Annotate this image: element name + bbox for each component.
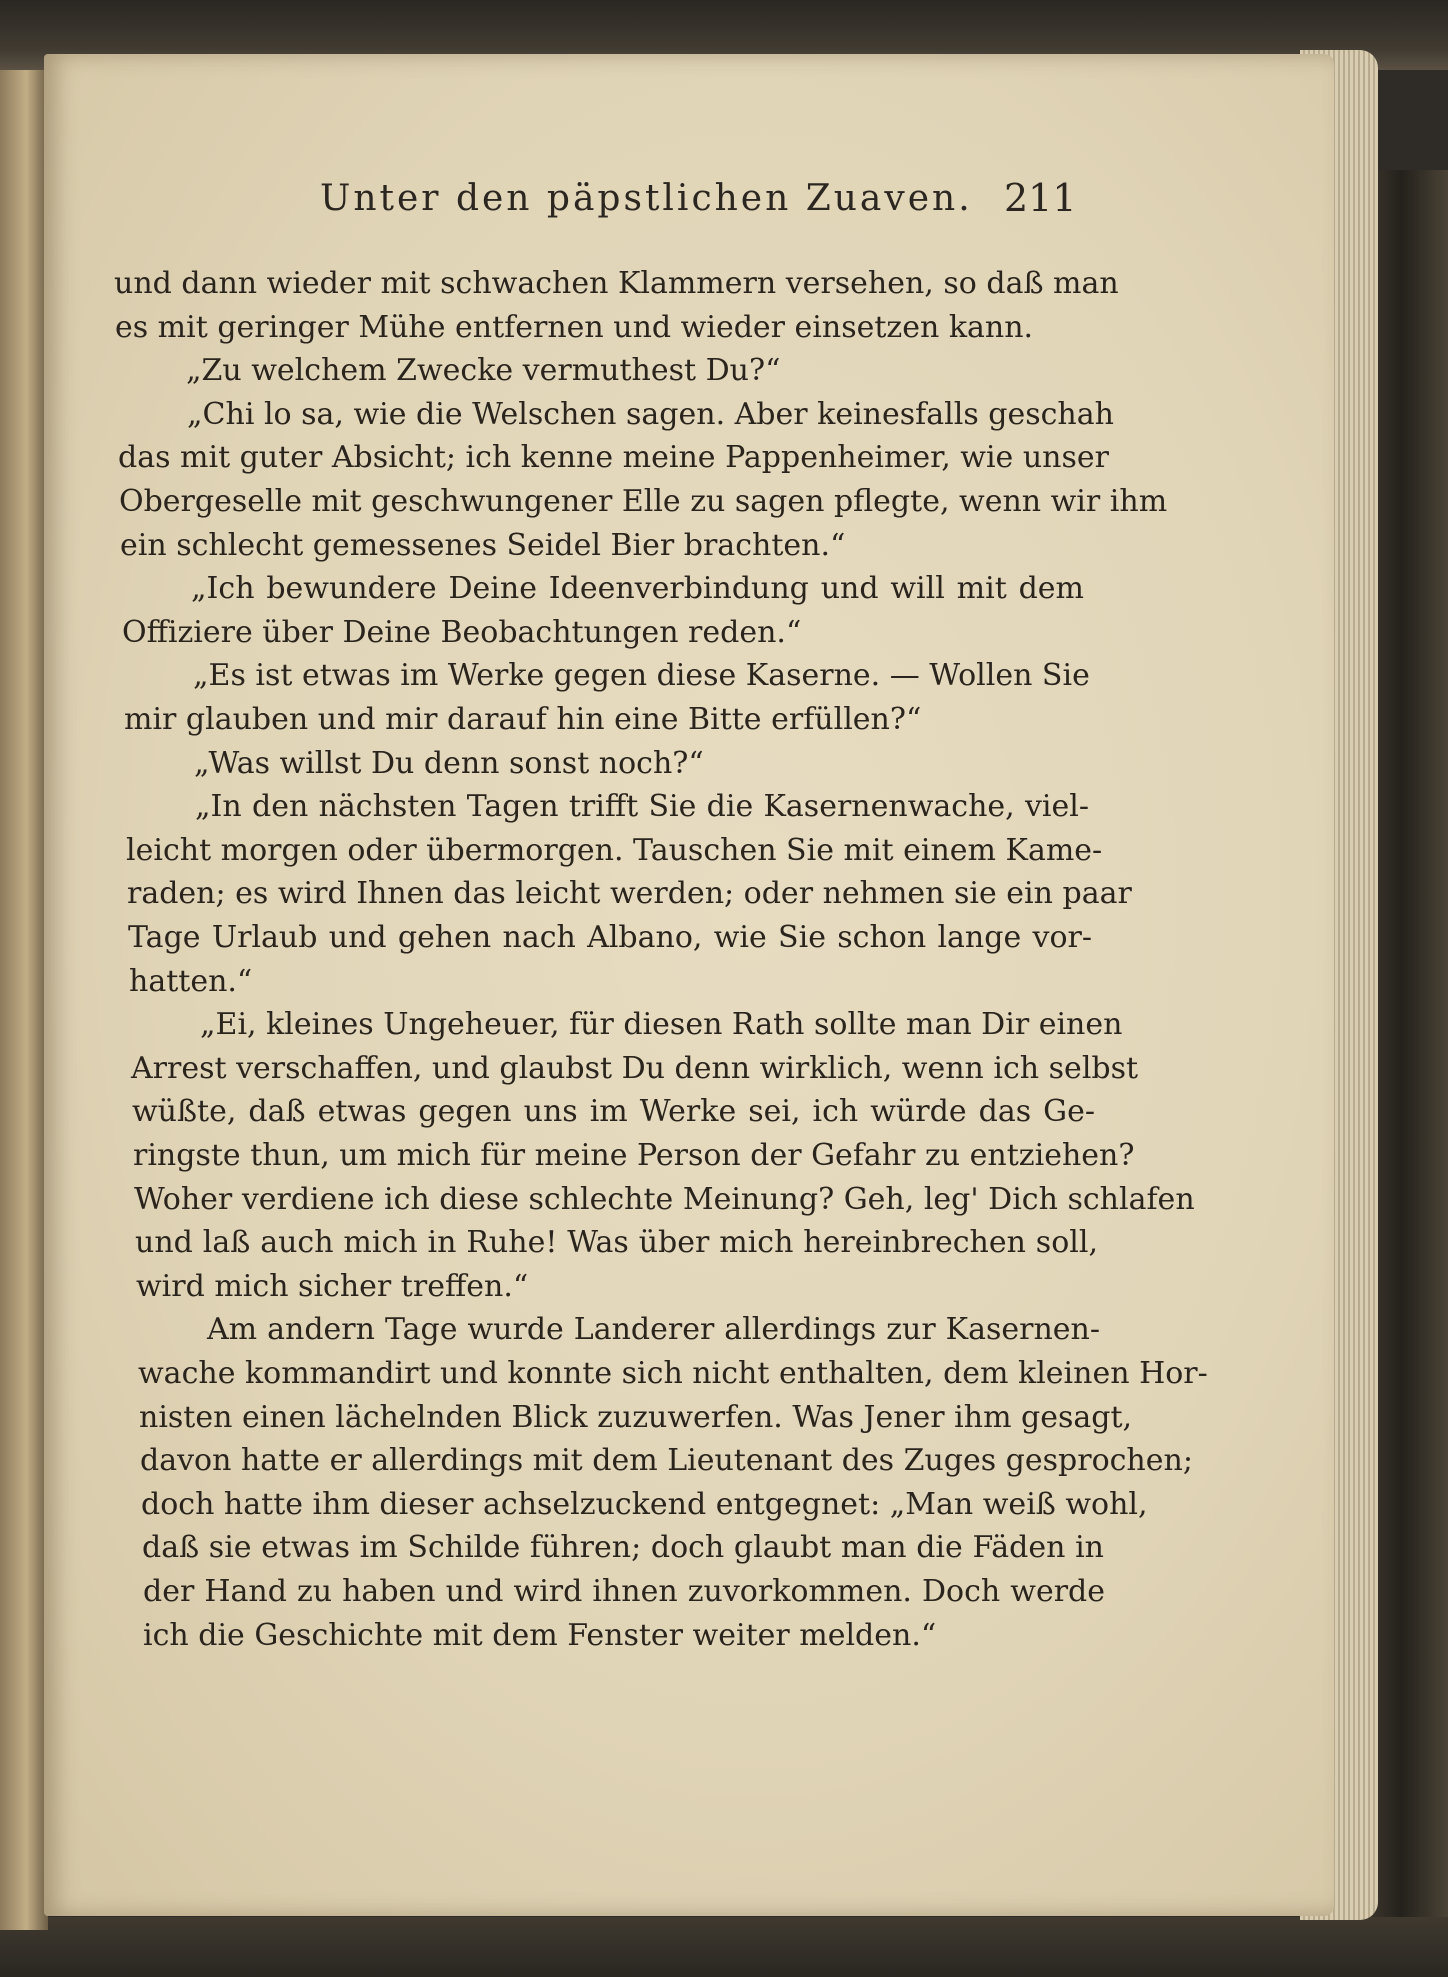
text-line: hatten.“ xyxy=(129,963,253,999)
book-cover-right xyxy=(1370,170,1448,1950)
text-line: davon hatte er allerdings mit dem Lieutenant des Zuges gesprochen; xyxy=(140,1443,1193,1479)
text-line: Offiziere über Deine Beobachtungen reden.“ xyxy=(122,614,802,650)
text-line: nisten einen lächelnden Blick zuzuwerfen. Was Jener ihm gesagt, xyxy=(139,1399,1133,1435)
text-line: leicht morgen oder übermorgen. Tauschen Sie mit einem Kame- xyxy=(126,832,1103,868)
text-line: Tage Urlaub und gehen nach Albano, wie Sie schon lange vor- xyxy=(128,920,1092,955)
text-line: „Ich bewundere Deine Ideenverbindung und will mit dem xyxy=(191,571,1084,607)
text-line: daß sie etwas im Schilde führen; doch glaubt man die Fäden in xyxy=(142,1530,1104,1566)
text-line: wüßte, daß etwas gegen uns im Werke sei, ich würde das Ge- xyxy=(132,1094,1095,1130)
text-line: wird mich sicher treffen.“ xyxy=(136,1268,529,1304)
text-line: raden; es wird Ihnen das leicht werden; oder nehmen sie ein paar xyxy=(127,876,1132,912)
previous-page-edge xyxy=(0,70,48,1930)
text-line: das mit guter Absicht; ich kenne meine Pappenheimer, wie unser xyxy=(118,440,1109,476)
text-line: „Chi lo sa, wie die Welschen sagen. Aber keinesfalls geschah xyxy=(187,396,1114,432)
text-line: Arrest verschaffen, und glaubst Du denn wirklich, wenn ich selbst xyxy=(131,1050,1139,1086)
book-cover-bottom xyxy=(0,1917,1448,1977)
page-number: 211 xyxy=(1004,176,1077,220)
text-line: ich die Geschichte mit dem Fenster weiter melden.“ xyxy=(143,1617,937,1653)
text-line: Am andern Tage wurde Landerer allerdings zur Kasernen- xyxy=(207,1312,1100,1348)
text-line: wache kommandirt und konnte sich nicht enthalten, dem kleinen Hor- xyxy=(138,1356,1208,1391)
text-line: „Was willst Du denn sonst noch?“ xyxy=(194,745,704,781)
text-line: und dann wieder mit schwachen Klammern versehen, so daß man xyxy=(114,266,1119,301)
text-line: Woher verdiene ich diese schlechte Meinung? Geh, leg' Dich schlafen xyxy=(134,1181,1195,1217)
text-line: „Zu welchem Zwecke vermuthest Du?“ xyxy=(186,353,781,389)
text-line: doch hatte ihm dieser achselzuckend entgegnet: „Man weiß wohl, xyxy=(141,1486,1148,1522)
text-line: „Es ist etwas im Werke gegen diese Kaserne. — Wollen Sie xyxy=(193,658,1090,694)
text-line: mir glauben und mir darauf hin eine Bitte erfüllen?“ xyxy=(124,702,922,737)
text-line: ringste thun, um mich für meine Person der Gefahr zu entziehen? xyxy=(133,1138,1135,1173)
text-line: es mit geringer Mühe entfernen und wieder einsetzen kann. xyxy=(115,309,1034,345)
text-line: „In den nächsten Tagen trifft Sie die Kasernenwache, viel- xyxy=(195,789,1089,825)
text-line: und laß auch mich in Ruhe! Was über mich hereinbrechen soll, xyxy=(135,1225,1098,1261)
running-head: Unter den päpstlichen Zuaven. xyxy=(320,178,973,219)
text-line: Obergeselle mit geschwungener Elle zu sagen pflegte, wenn wir ihm xyxy=(119,484,1168,519)
text-line: „Ei, kleines Ungeheuer, für diesen Rath sollte man Dir einen xyxy=(200,1007,1123,1043)
text-line: ein schlecht gemessenes Seidel Bier brachten.“ xyxy=(120,527,846,563)
text-line: der Hand zu haben und wird ihnen zuvorkommen. Doch werde xyxy=(143,1574,1105,1609)
